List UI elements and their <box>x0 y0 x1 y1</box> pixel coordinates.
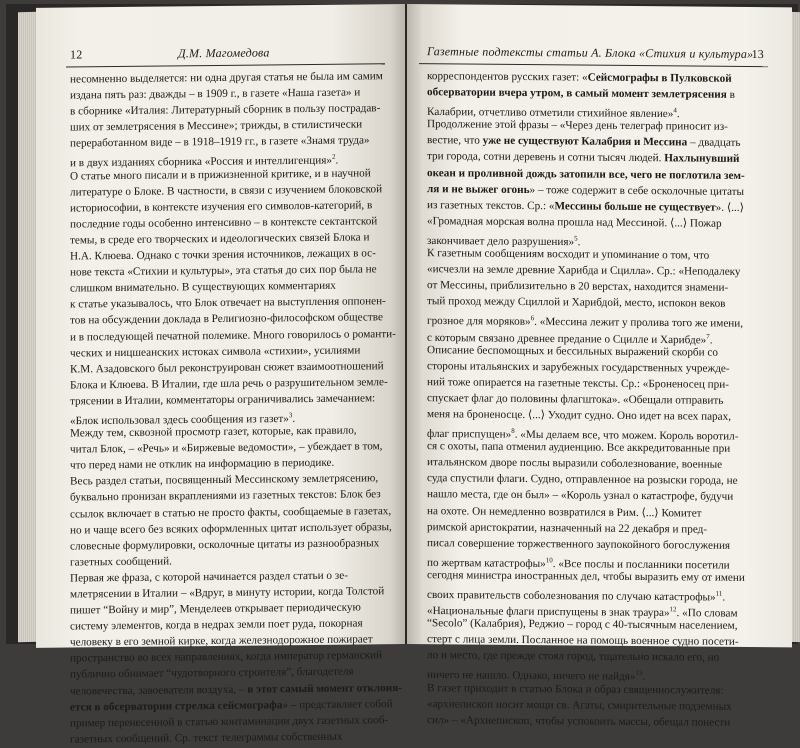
text-run: . <box>642 671 646 684</box>
text-run: по жертвам катастрофы» <box>427 556 546 570</box>
left-page-number: 12 <box>70 47 83 62</box>
text-run: публично обнимает “чудотворного строителя”, благодетеля <box>70 666 354 681</box>
right-page <box>407 4 792 729</box>
footnote-ref: 12 <box>669 605 677 614</box>
text-run: писал совершение торжественного заупокойного богослужения <box>427 536 731 552</box>
text-run: римской аристократии, назначенный на 22 декабря и пред- <box>427 520 708 536</box>
text-run: «Национальные флаги приспущены в знак траура» <box>427 605 670 620</box>
text-run: ших от землетрясения в Мессине»; трижды, в стилистически <box>70 118 363 134</box>
text-run: «Громадная морская волна прошла над Мессиной. ⟨...⟩ Пожар <box>427 215 722 230</box>
text-run: газетных сообщений. Ср. текст телеграммы собственных <box>70 730 343 746</box>
text-run: флаг приспущен» <box>427 427 512 441</box>
text-run: » – представляет собой <box>282 697 393 711</box>
text-run: пространство во всех направлениях, когда император германский <box>70 649 383 665</box>
text-run: . <box>335 154 339 167</box>
text-run: и в последующей печатной полемике. Много говорилось о романти- <box>70 327 396 344</box>
text-run: человеку в его земной кирке, когда железнодорожное пожирает <box>70 633 373 649</box>
text-run: ». ⟨...⟩ <box>715 201 744 214</box>
left-page <box>36 4 405 746</box>
text-run: к статье указывалось, что Блок отвечает на выступления оппонен- <box>70 295 386 311</box>
text-run: словесные формулировки, осколочные цитаты из разнообразных <box>70 536 380 553</box>
text-line <box>70 390 386 409</box>
text-run: в <box>726 88 735 101</box>
text-run: человечества, завоевателя воздуха, – <box>70 683 248 698</box>
right-header-rule <box>419 63 768 67</box>
text-run: К.М. Азадовского был реконструирован сюжет взаимоотношений <box>70 359 384 376</box>
text-run: Калабрии, отчетливо отметили стихийное явление» <box>427 106 674 121</box>
text-run: » – тоже содержит в себе осколочные цитаты <box>529 183 745 198</box>
footnote-ref: 2 <box>331 153 336 162</box>
footnote-ref: 11 <box>715 589 723 598</box>
text-run: переработанном виде – в 1918–1919 гг., в газете «Знамя труда» <box>70 134 370 150</box>
text-run: корреспондентов русских газет: « <box>427 70 588 84</box>
footnote-ref: 10 <box>545 556 553 565</box>
text-run: млетрясении в Италии – «Вдруг, в минуту истории, когда Толстой <box>70 585 385 601</box>
text-run: слишком внимательно. В существующих комментариях <box>70 279 336 295</box>
bold-quote: Мессины больше не существует <box>554 200 716 214</box>
right-page-body <box>427 68 763 731</box>
text-run: Продолжение этой фразы – «Через день телеграф приносит из- <box>427 118 728 134</box>
text-run: нове текста «Стихии и культуры», эта статья до сих пор была не <box>70 263 377 279</box>
text-run: стороны итальянских и зарубежных государственных учрежде- <box>427 359 730 375</box>
right-running-title: Газетные подтексты статьи А. Блока «Стихия и культура» <box>427 44 754 62</box>
text-run: последние годы особенно интенсивно – в контексте сектантской <box>70 215 378 231</box>
text-run: своих правительств соболезнования по случаю катастрофы» <box>427 588 716 604</box>
text-run: К газетным сообщениям восходит и упоминание о том, что <box>427 247 710 262</box>
text-run: спускает флаг до половины флагштока». «Обещали отправить <box>427 392 724 407</box>
text-run: . «По словам <box>676 607 738 620</box>
text-run: несомненно выделяется: ни одна другая статья не была им самим <box>70 70 383 86</box>
text-run: О статье много писали и в прижизненной критике, и в научной <box>70 166 371 183</box>
right-page-number: 13 <box>751 47 764 62</box>
text-run: . «Мессина лежит у пролива того же имени, <box>534 316 744 331</box>
text-run: нашло места, где он был» – «Король узнал о катастрофе, будучи <box>427 488 734 504</box>
text-run: Между тем, сквозной просмотр газет, которые, как правило, <box>70 424 357 440</box>
text-run: «архиепископ носит мощи св. Агаты, смирительные подземных <box>427 697 732 713</box>
open-book <box>6 4 798 746</box>
bold-quote: Сейсмографы в Пулковской <box>587 71 732 85</box>
footnote-ref: 4 <box>673 106 677 115</box>
right-running-header <box>407 44 792 63</box>
text-run: итальянском дворе послы выразили соболезнование, военные <box>427 456 723 471</box>
text-line <box>427 712 763 731</box>
text-run: – двадцать <box>687 136 741 150</box>
text-run: . <box>577 236 581 249</box>
text-run: стерт с лица земли. Посланное на помощь военное судно посети- <box>427 633 739 649</box>
text-run: ло и место, где прежде стоял город, тщательно искало его, но <box>427 649 720 665</box>
text-run: читал Блок, – «Речь» и «Биржевые ведомости», – убеждает в том, <box>70 440 383 456</box>
left-page-body <box>70 68 402 747</box>
text-run: . «Все послы и посланники посетили <box>552 557 730 572</box>
text-run: буквально пронизан вкраплениями из газетных текстов: Блок без <box>70 488 381 504</box>
text-run: Описание беспомощных и бессильных выражений скорби со <box>427 343 718 359</box>
text-line <box>70 535 386 554</box>
text-run: и в двух изданиях сборника «Россия и интеллигенция» <box>70 154 332 170</box>
bold-quote: океан и проливной дождь затопили все, чего не поглотила зем- <box>427 166 745 182</box>
text-run: литературе о Блоке. В частности, в связи с изучением блоковской <box>70 182 383 199</box>
text-run: ся с охоты, папа отменил аудиенцию. Все аккредитованные при <box>427 440 731 455</box>
text-run: . <box>292 412 296 425</box>
text-run: ний тоже опирается на газетные тексты. Ср.: «Броненосец при- <box>427 375 729 391</box>
bold-quote: ется в обсерватории стрелка сейсмографа <box>70 698 283 714</box>
left-page-edges <box>18 12 38 642</box>
text-run: . <box>709 333 713 346</box>
bold-quote: уже не существуют Калабрия и Мессина <box>482 135 688 149</box>
text-run: историософии, в контексте изучения его символов-категорий, в <box>70 199 373 215</box>
text-run: в сборнике «Италия: Литературный сборник в пользу пострадав- <box>70 102 381 118</box>
text-run: “Secolo” (Калабрия), Реджио – город с 40-тысячным населением, <box>427 617 738 633</box>
text-run: пишет “Войну и мир”, Менделеев открывает периодическую <box>70 601 361 617</box>
bold-quote: Нахлынувший <box>664 152 740 166</box>
text-run: ничего не нашло. Однако, ничего не найдя» <box>427 669 636 684</box>
text-run: ческих и ницшеанских истоках символа «стихии», усилиями <box>70 344 361 360</box>
bold-quote: в этот самый момент отклоня- <box>247 681 402 696</box>
text-run: с которым связано древнее предание о Сцилле и Харибде» <box>427 331 707 346</box>
text-run: «Блок использовал здесь сообщения из газет» <box>70 412 289 428</box>
text-run: но и чаще всего без всяких оформленных цитат использует образы, <box>70 520 392 537</box>
footnote-ref: 3 <box>288 411 293 420</box>
text-run: Блока и Клюева. В Италии, где шла речь о разрушительном земле- <box>70 375 388 392</box>
footnote-ref: 6 <box>530 314 535 323</box>
footnote-ref: 7 <box>706 332 710 341</box>
text-run: сегодня министра иностранных дел, чтобы выразить ему от имени <box>427 569 745 584</box>
text-run: темы, в среде его творческих и идеологических связей Блока и <box>70 231 370 247</box>
text-run: сил» – «Архиепископ, чтобы успокоить массы, обещал понести <box>427 713 731 729</box>
text-run: тый проход между Сциллой и Харибдой, место, испокон веков <box>427 295 726 311</box>
text-run: от Мессины, приблизительно в 20 верстах, находится знамени- <box>427 279 729 295</box>
text-run: что перед нами не отклик на информацию в периодике. <box>70 456 335 472</box>
text-run: пример перенесенной в статью контаминации двух газетных сооб- <box>70 713 389 730</box>
text-run: газетных сообщений. <box>70 555 172 569</box>
text-run: закончивает дело разрушения» <box>427 234 575 249</box>
text-run: Первая же фраза, с которой начинается раздел статьи о зе- <box>70 569 348 585</box>
text-run: тов на обсуждении доклада в Религиозно-философском обществе <box>70 311 383 327</box>
footnote-ref: 13 <box>635 669 643 678</box>
text-run: систему элементов, когда в недрах земли поет руда, покорная <box>70 617 363 633</box>
text-run: ссылок включает в статью не просто факты, сообщаемые в газетах, <box>70 504 392 521</box>
text-run: . «Мы делаем все, что можем. Король воротил- <box>514 428 739 443</box>
left-running-header <box>36 44 385 64</box>
text-run: . <box>722 591 726 604</box>
text-run: вестие, что <box>427 134 483 148</box>
text-run: «исчезли на земле древние Харибда и Сцилла». Ср.: «Неподалеку <box>427 263 741 279</box>
text-run: . <box>676 108 680 121</box>
text-run: суда спустили флаги. Судно, отправленное на розыски города, не <box>427 472 738 488</box>
bold-quote: ля и не выжег огонь <box>427 182 530 196</box>
text-run: три города, сотни деревень и сотни тысяч людей. <box>427 150 665 165</box>
left-header-rule <box>66 63 385 67</box>
text-run: трясении в Италии, комментаторы ограничивались замечанием: <box>70 392 376 408</box>
text-run: Н.А. Клюева. Однако с точки зрения источников, лежащих в ос- <box>70 247 376 263</box>
bold-quote: обсерватории вчера утром, в самый момент землетрясения <box>427 86 727 101</box>
left-running-title: Д.М. Магомедова <box>178 45 270 61</box>
text-run: Весь раздел статьи, посвященный Мессинскому землетрясению, <box>70 472 379 488</box>
text-run: на охоте. Он немедленно возвратился в Рим. ⟨...⟩ Комитет <box>427 504 702 520</box>
text-run: грозное для моряков» <box>427 315 531 329</box>
text-run: меня на броненосце. ⟨...⟩ Уходит судно. Оно идет на всех парах, <box>427 408 731 423</box>
footnote-ref: 5 <box>574 234 578 243</box>
text-run: В газет приходит в статью Блока и образ священнослужителя: <box>427 681 724 697</box>
text-line <box>70 728 386 747</box>
text-run: из газетных текстов. Ср.: « <box>427 198 555 213</box>
footnote-ref: 8 <box>511 426 515 436</box>
text-run: издана пять раз: дважды – в 1909 г., в газете «Наша газета» и <box>70 86 361 102</box>
